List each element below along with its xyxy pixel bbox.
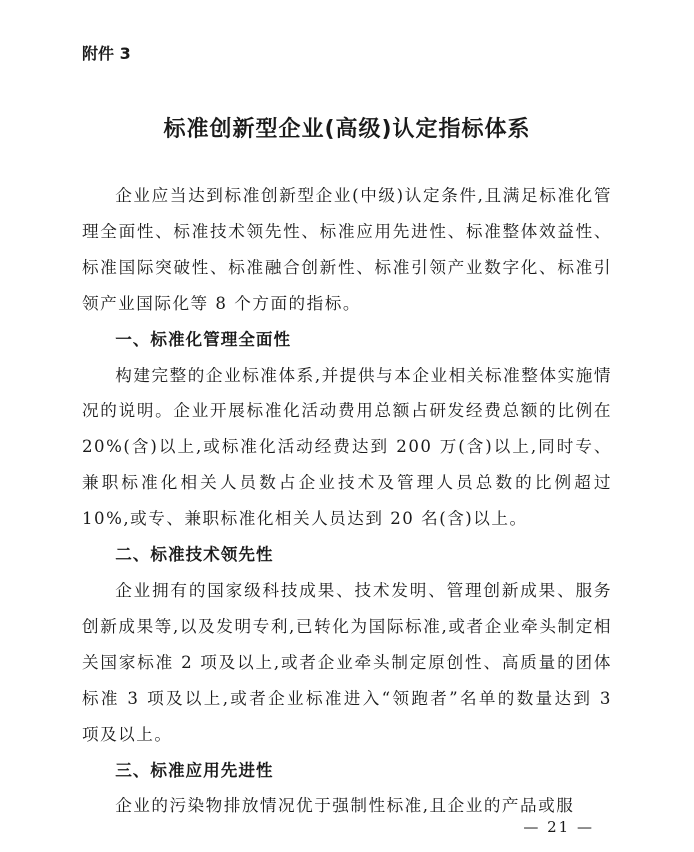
section-heading-3: 三、标准应用先进性 bbox=[115, 760, 274, 780]
section-heading-2: 二、标准技术领先性 bbox=[115, 545, 274, 565]
section-heading-1: 一、标准化管理全面性 bbox=[115, 329, 292, 349]
attachment-label: 附件 3 bbox=[82, 44, 131, 63]
intro-paragraph: 企业应当达到标准创新型企业(中级)认定条件,且满足标准化管理全面性、标准技术领先性、标准应用先进性、标准整体效益性、标准国际突破性、标准融合创新性、标准引领产业数字化、标准引领产业国际化等 8 个方面的指标。 bbox=[82, 186, 612, 313]
section-paragraph-3: 企业的污染物排放情况优于强制性标准,且企业的产品或服 bbox=[115, 796, 575, 816]
section-paragraph-2: 企业拥有的国家级科技成果、技术发明、管理创新成果、服务创新成果等,以及发明专利,已转化为国际标准,或者企业牵头制定相关国家标准 2 项及以上,或者企业牵头制定原创性、高质量的团体标准 3 项及以上,或者企业标准进入“领跑者”名单的数量达到 3 项及以上。 bbox=[82, 580, 612, 744]
document-title: 标准创新型企业(高级)认定指标体系 bbox=[163, 117, 531, 142]
page-number: — 21 — bbox=[523, 818, 594, 836]
section-paragraph-1: 构建完整的企业标准体系,并提供与本企业相关标准整体实施情况的说明。企业开展标准化活动费用总额占研发经费总额的比例在 20%(含)以上,或标准化活动经费达到 200 万(含)以上,同时专、兼职标准化相关人员数占企业技术及管理人员总数的比例超过 10%,或专、兼职标准化相关人员达到 20 名(含)以上。 bbox=[82, 365, 612, 529]
document-body bbox=[82, 178, 612, 824]
